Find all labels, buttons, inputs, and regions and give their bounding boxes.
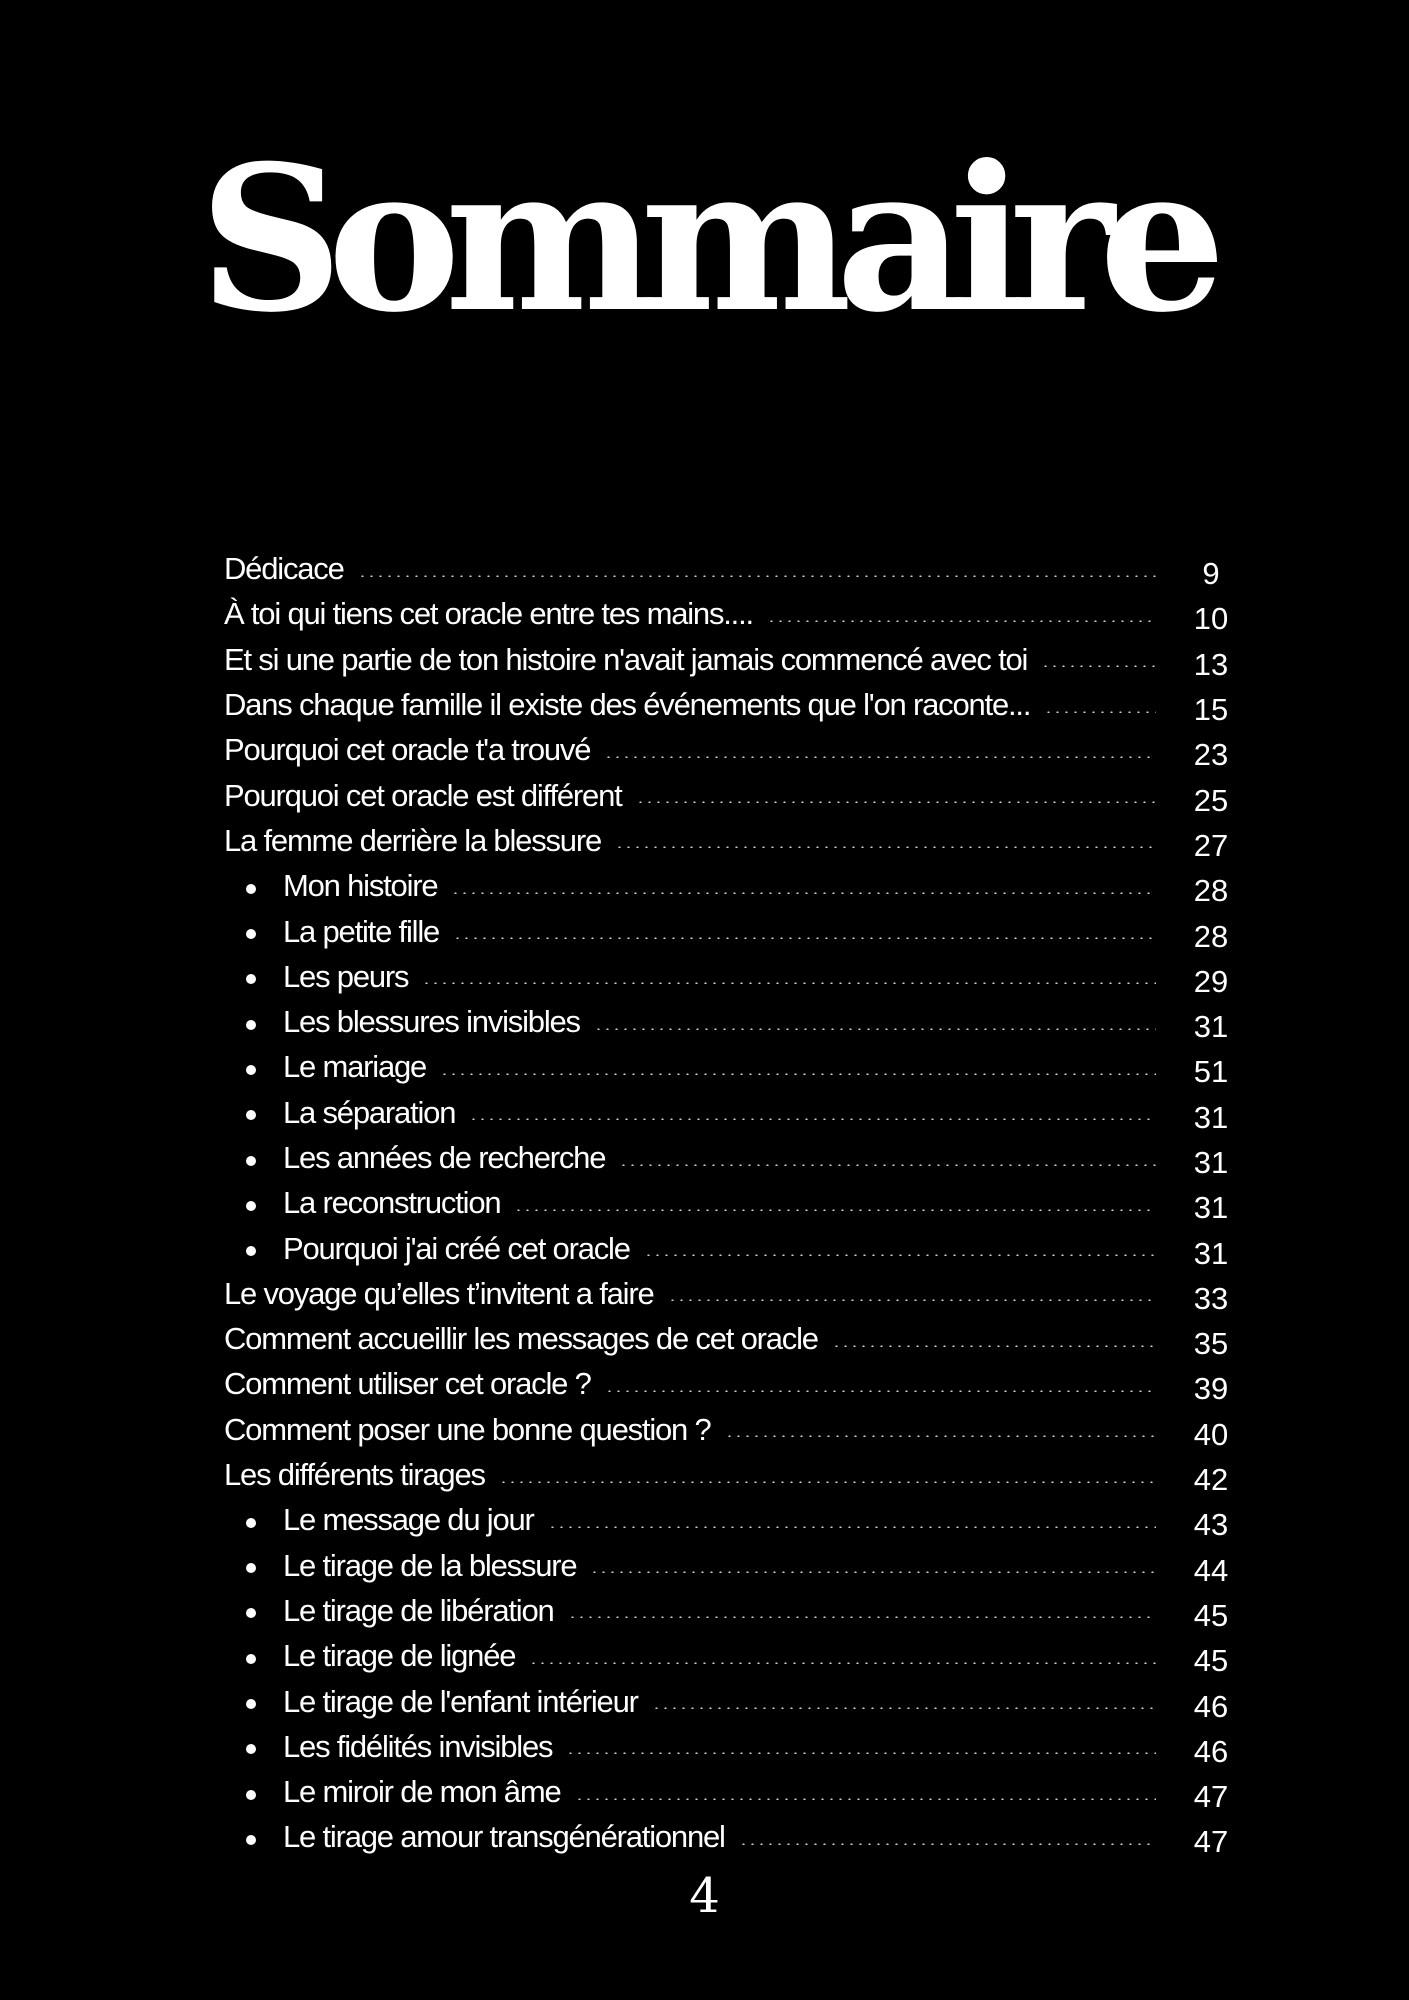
dot-leader: [469, 1118, 1156, 1120]
toc-row[interactable]: [224, 1044, 1234, 1089]
toc-entry-label: Les blessures invisibles: [283, 1004, 580, 1040]
bullet-icon: [246, 1110, 256, 1120]
dot-leader: [1041, 665, 1156, 667]
table-of-contents: [224, 546, 1234, 1860]
toc-page-number: 13: [1193, 646, 1229, 682]
dot-leader: [358, 575, 1156, 577]
toc-page-number: 31: [1193, 1009, 1229, 1045]
toc-page-number: 28: [1193, 918, 1229, 954]
toc-entry-label: Les différents tirages: [224, 1457, 485, 1493]
dot-leader: [739, 1843, 1156, 1845]
toc-entry-label: La séparation: [283, 1094, 456, 1130]
toc-page-number: 28: [1193, 873, 1229, 909]
bullet-icon: [246, 1020, 256, 1030]
toc-page-number: 29: [1193, 963, 1229, 999]
bullet-icon: [246, 1518, 256, 1528]
dot-leader: [767, 620, 1156, 622]
dot-leader: [605, 1390, 1156, 1392]
toc-page-number: 31: [1193, 1099, 1229, 1135]
dot-leader: [619, 1164, 1156, 1166]
toc-row[interactable]: [224, 954, 1234, 999]
dot-leader: [566, 1752, 1156, 1754]
toc-row[interactable]: [224, 1543, 1234, 1588]
toc-entry-label: Les fidélités invisibles: [283, 1728, 553, 1764]
toc-row[interactable]: [224, 1407, 1234, 1452]
dot-leader: [604, 756, 1156, 758]
bullet-icon: [246, 1156, 256, 1166]
toc-entry-label: Le tirage de la blessure: [283, 1547, 577, 1583]
toc-page-number: 27: [1193, 827, 1229, 863]
toc-row[interactable]: [224, 1633, 1234, 1678]
toc-page-number: 45: [1193, 1597, 1229, 1633]
dot-leader: [548, 1526, 1156, 1528]
bullet-icon: [246, 929, 256, 939]
dot-leader: [615, 846, 1156, 848]
toc-entry-label: Le tirage de libération: [283, 1592, 554, 1628]
toc-row[interactable]: [224, 908, 1234, 953]
bullet-icon: [246, 1699, 256, 1709]
toc-page-number: 46: [1193, 1733, 1229, 1769]
toc-page-number: 40: [1193, 1416, 1229, 1452]
toc-page-number: 10: [1193, 601, 1229, 637]
dot-leader: [652, 1707, 1156, 1709]
toc-entry-label: À toi qui tiens cet oracle entre tes mains....: [224, 596, 753, 632]
toc-entry-label: Pourquoi cet oracle est différent: [224, 777, 622, 813]
toc-page-number: 39: [1193, 1371, 1229, 1407]
toc-row[interactable]: [224, 999, 1234, 1044]
dot-leader: [529, 1662, 1156, 1664]
dot-leader: [594, 1028, 1156, 1030]
bullet-icon: [246, 1608, 256, 1618]
bullet-icon: [246, 884, 256, 894]
toc-row[interactable]: [224, 682, 1234, 727]
toc-row[interactable]: [224, 1452, 1234, 1497]
toc-page-number: 25: [1193, 782, 1229, 818]
toc-page-number: 42: [1193, 1462, 1229, 1498]
dot-leader: [725, 1435, 1156, 1437]
bullet-icon: [246, 1563, 256, 1573]
toc-row[interactable]: [224, 1588, 1234, 1633]
dot-leader: [499, 1481, 1156, 1483]
dot-leader: [453, 937, 1156, 939]
toc-page-number: 47: [1193, 1824, 1229, 1860]
toc-entry-label: Le voyage qu’elles t’invitent a faire: [224, 1275, 654, 1311]
toc-row[interactable]: [224, 1090, 1234, 1135]
toc-entry-label: La femme derrière la blessure: [224, 822, 601, 858]
toc-page-number: 33: [1193, 1280, 1229, 1316]
bullet-icon: [246, 1246, 256, 1256]
toc-row[interactable]: [224, 727, 1234, 772]
toc-entry-label: Mon histoire: [283, 868, 438, 904]
toc-row[interactable]: [224, 1271, 1234, 1316]
toc-row[interactable]: [224, 1225, 1234, 1270]
toc-entry-label: Le tirage amour transgénérationnel: [283, 1819, 725, 1855]
toc-page-number: 47: [1193, 1779, 1229, 1815]
page-title: Sommaire: [198, 122, 1211, 357]
toc-entry-label: Et si une partie de ton histoire n'avait jamais commencé avec toi: [224, 641, 1028, 677]
dot-leader: [440, 1073, 1156, 1075]
dot-leader: [422, 982, 1156, 984]
dot-leader: [644, 1254, 1156, 1256]
toc-page-number: 35: [1193, 1326, 1229, 1362]
toc-entry-label: Le message du jour: [283, 1502, 534, 1538]
toc-page-number: 45: [1193, 1643, 1229, 1679]
toc-entry-label: La petite fille: [283, 913, 440, 949]
toc-row[interactable]: [224, 1180, 1234, 1225]
toc-page-number: 44: [1193, 1552, 1229, 1588]
toc-page-number: 15: [1193, 692, 1229, 728]
toc-row[interactable]: [224, 1724, 1234, 1769]
toc-row[interactable]: [224, 863, 1234, 908]
toc-entry-label: Les années de recherche: [283, 1140, 606, 1175]
dot-leader: [575, 1798, 1156, 1800]
page-number: 4: [689, 1868, 720, 1924]
toc-page-number: 31: [1193, 1190, 1229, 1226]
toc-page-number: 31: [1193, 1145, 1229, 1180]
bullet-icon: [246, 1835, 256, 1845]
dot-leader: [832, 1345, 1156, 1347]
dot-leader: [636, 801, 1156, 803]
toc-row[interactable]: [224, 1814, 1234, 1859]
dot-leader: [590, 1571, 1156, 1573]
toc-page-number: 46: [1193, 1688, 1229, 1724]
toc-row[interactable]: [224, 818, 1234, 863]
toc-entry-label: Pourquoi cet oracle t'a trouvé: [224, 732, 591, 768]
toc-page-number: 31: [1193, 1235, 1229, 1271]
dot-leader: [1044, 711, 1156, 713]
toc-entry-label: Comment utiliser cet oracle ?: [224, 1366, 591, 1402]
dot-leader: [668, 1299, 1156, 1301]
bullet-icon: [246, 1065, 256, 1075]
toc-entry-label: La reconstruction: [283, 1185, 501, 1221]
toc-entry-label: Le mariage: [283, 1049, 427, 1085]
dot-leader: [514, 1209, 1156, 1211]
toc-entry-label: Pourquoi j'ai créé cet oracle: [283, 1230, 630, 1266]
toc-row[interactable]: [224, 772, 1234, 817]
toc-entry-label: Dédicace: [224, 551, 344, 587]
dot-leader: [451, 892, 1156, 894]
toc-entry-label: Comment poser une bonne question ?: [224, 1411, 711, 1447]
toc-entry-label: Le tirage de lignée: [283, 1638, 516, 1674]
bullet-icon: [246, 1744, 256, 1754]
bullet-icon: [246, 1654, 256, 1664]
toc-entry-label: Le tirage de l'enfant intérieur: [283, 1683, 638, 1719]
toc-row[interactable]: [224, 1497, 1234, 1542]
toc-row[interactable]: [224, 1135, 1234, 1180]
bullet-icon: [246, 1201, 256, 1211]
toc-entry-label: Comment accueillir les messages de cet oracle: [224, 1321, 818, 1357]
dot-leader: [568, 1616, 1156, 1618]
toc-page-number: 51: [1193, 1054, 1229, 1090]
toc-page-number: 9: [1202, 556, 1220, 592]
toc-page-number: 43: [1193, 1507, 1229, 1543]
toc-row[interactable]: [224, 1769, 1234, 1814]
toc-row[interactable]: [224, 1316, 1234, 1361]
toc-row[interactable]: [224, 637, 1234, 682]
toc-entry-label: Le miroir de mon âme: [283, 1774, 561, 1810]
toc-entry-label: Les peurs: [283, 958, 409, 994]
toc-row[interactable]: [224, 1678, 1234, 1723]
toc-entry-label: Dans chaque famille il existe des événements que l'on raconte...: [224, 687, 1031, 723]
toc-row[interactable]: [224, 546, 1234, 591]
toc-row[interactable]: [224, 591, 1234, 636]
bullet-icon: [246, 1790, 256, 1800]
toc-row[interactable]: [224, 1361, 1234, 1406]
toc-page-number: 23: [1193, 737, 1229, 773]
bullet-icon: [246, 974, 256, 984]
